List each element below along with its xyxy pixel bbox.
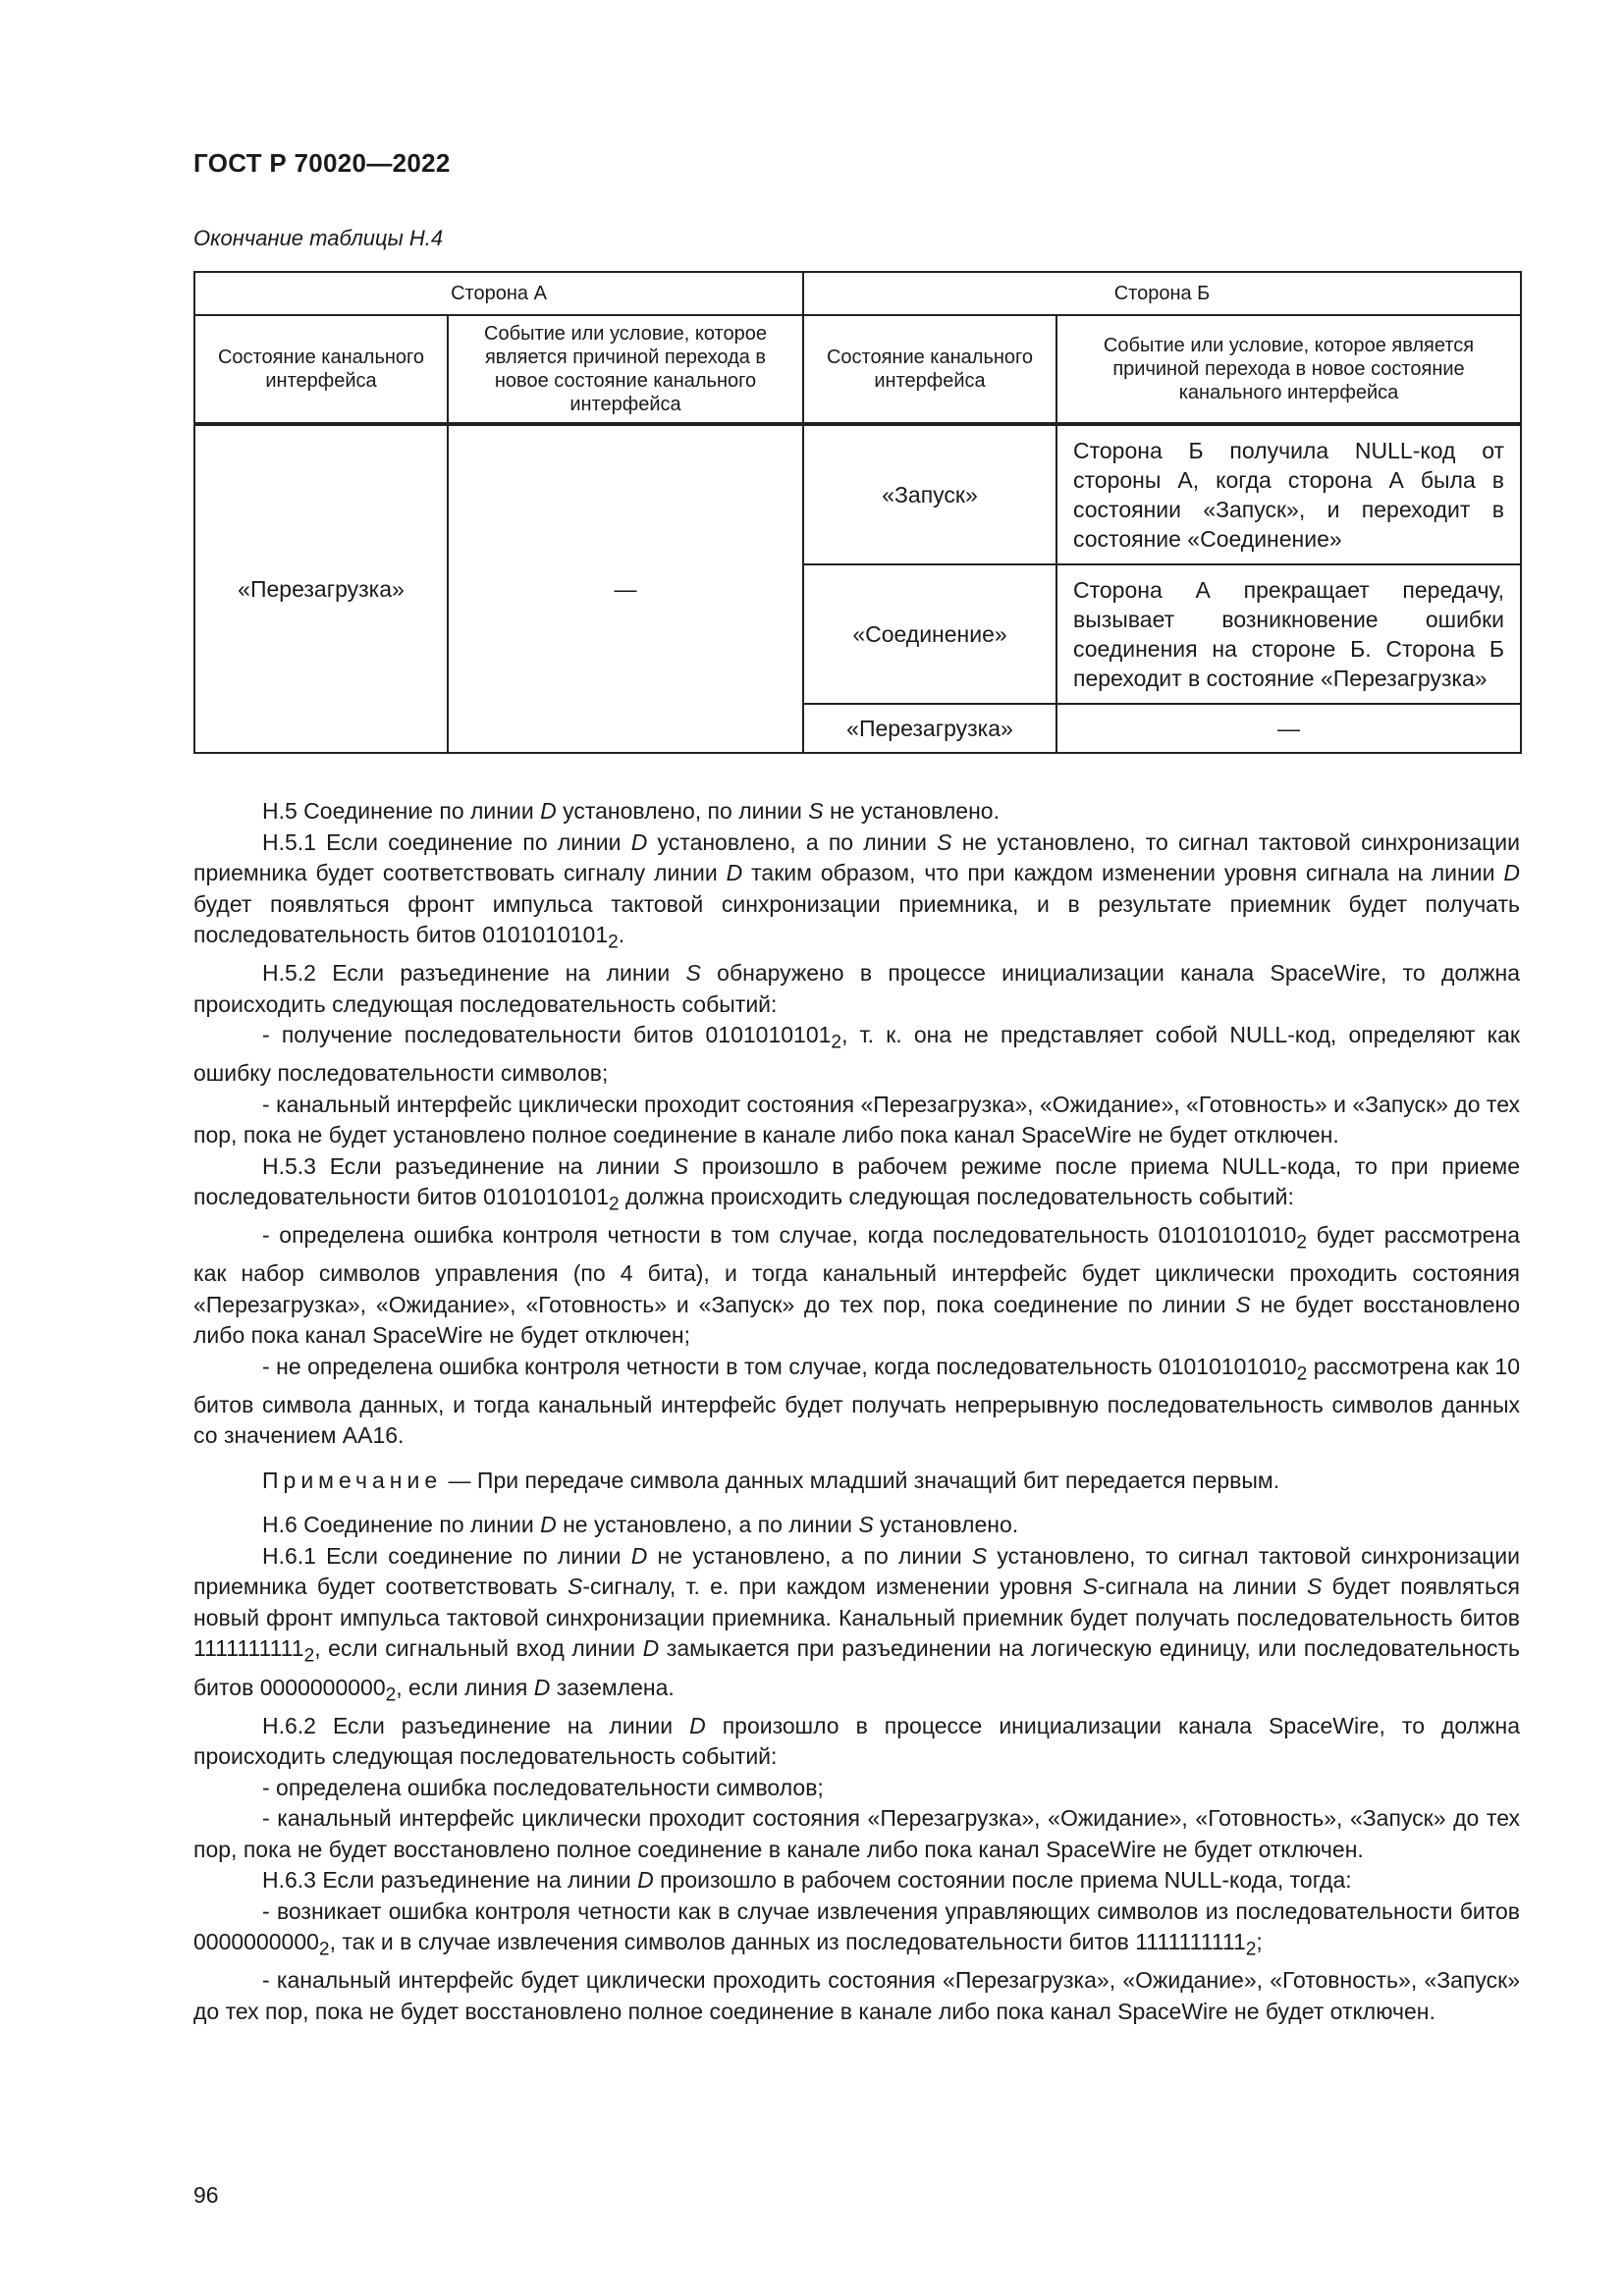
b-event-cell: Сторона Б получила NULL-код от стороны А, когда сторона А была в состоянии «Запуск», и переходит в состояние «Соединение» [1056, 424, 1521, 564]
list-item: - возникает ошибка контроля четности как в случае извлечения управляющих символов из последовательности битов $0000000000_2$, так и в случае извлечения символов данных из последовательности битов $1111111111_2$; [193, 1897, 1520, 1960]
paragraph: Н.6.3 Если разъединение на линии D произошло в рабочем состоянии после приема NULL-кода, тогда: [262, 1867, 1352, 1894]
body-text [193, 796, 1520, 2027]
b-event-cell: — [1056, 704, 1521, 753]
paragraph: Н.5.1 Если соединение по линии D установлено, а по линии S не установлено, то сигнал тактовой синхронизации приемника будет соответствовать сигналу линии D таким образом, что при каждом изменении уровня сигнала на линии D будет появляться фронт импульса тактовой синхронизации приемника, и в результате приемник будет получать последовательность битов $0101010101_2$. [193, 828, 1520, 953]
state-transition-table [193, 271, 1522, 754]
page-number: 96 [193, 2182, 219, 2208]
note: Примечание — При передаче символа данных младший значащий бит передается первым. [262, 1467, 1280, 1493]
list-item: - канальный интерфейс циклически проходит состояния «Перезагрузка», «Ожидание», «Готовность» и «Запуск» до тех пор, пока не будет установлено полное соединение в канале либо пока канал SpaceWire не будет отключен. [193, 1091, 1520, 1148]
paragraph: Н.6.2 Если разъединение на линии D произошло в процессе инициализации канала SpaceWire, то должна происходить следующая последовательность событий: [193, 1712, 1520, 1770]
b-event-cell: Сторона А прекращает передачу, вызывает возникновение ошибки соединения на стороне Б. Сторона Б переходит в состояние «Перезагрузка» [1056, 564, 1521, 704]
a-event-cell: — [448, 424, 803, 753]
side-a-header: Сторона А [194, 272, 803, 315]
document-id: ГОСТ Р 70020—2022 [193, 148, 451, 178]
table-caption: Окончание таблицы Н.4 [193, 226, 444, 250]
list-item: - получение последовательности битов $0101010101_2$, т. к. она не представляет собой NULL-код, определяют как ошибку последовательности символов; [193, 1022, 1520, 1087]
paragraph: Н.5.2 Если разъединение на линии S обнаружено в процессе инициализации канала SpaceWire, то должна происходить следующая последовательность событий: [193, 960, 1521, 1017]
col-state-a: Состояние канального интерфейса [194, 315, 448, 424]
col-event-a: Событие или условие, которое является причиной перехода в новое состояние канального интерфейса [448, 315, 803, 424]
list-item: - определена ошибка последовательности символов; [262, 1774, 824, 1800]
paragraph: Н.6 Соединение по линии D не установлено, а по линии S установлено. [262, 1512, 1019, 1538]
col-state-b: Состояние канального интерфейса [803, 315, 1056, 424]
list-item: - определена ошибка контроля четности в том случае, когда последовательность $01010101010_2$ будет рассмотрена как набор символов управления (по 4 бита), и тогда канальный интерфейс будет циклически проходить состояния «Перезагрузка», «Ожидание», «Готовность» и «Запуск» до тех пор, пока соединение по линии S не будет восстановлено либо пока канал SpaceWire не будет отключен; [193, 1222, 1520, 1349]
a-state-cell: «Перезагрузка» [194, 424, 448, 753]
list-item: - канальный интерфейс циклически проходит состояния «Перезагрузка», «Ожидание», «Готовность», «Запуск» до тех пор, пока не будет восстановлено полное соединение в канале либо пока канал SpaceWire не будет отключен. [193, 1805, 1520, 1862]
paragraph: Н.5 Соединение по линии D установлено, по линии S не установлено. [262, 798, 1000, 824]
list-item: - не определена ошибка контроля четности в том случае, когда последовательность $01010101010_2$ рассмотрена как 10 битов символа данных, и тогда канальный интерфейс будет получать непрерывную последовательность символов данных со значением АА16. [193, 1353, 1521, 1449]
paragraph: Н.5.3 Если разъединение на линии S произошло в рабочем режиме после приема NULL-кода, то при приеме последовательности битов $0101010101_2$ должна происходить следующая последовательность событий: [193, 1152, 1520, 1215]
paragraph: Н.6.1 Если соединение по линии D не установлено, а по линии S установлено, то сигнал тактовой синхронизации приемника будет соответствовать S-сигналу, т. е. при каждом изменении уровня S-сигнала на линии S будет появляться новый фронт импульса тактовой синхронизации приемника. Канальный приемник будет получать последовательность битов $1111111111_2$, если сигнальный вход линии D замыкается при разъединении на логическую единицу, или последовательность битов $0000000000_2$, если линия D заземлена. [193, 1542, 1521, 1706]
b-state-cell: «Соединение» [803, 564, 1056, 704]
list-item: - канальный интерфейс будет циклически проходить состояния «Перезагрузка», «Ожидание», «Готовность», «Запуск» до тех пор, пока не будет восстановлено полное соединение в канале либо пока канал SpaceWire не будет отключен. [193, 1967, 1520, 2024]
side-b-header: Сторона Б [803, 272, 1521, 315]
b-state-cell: «Перезагрузка» [803, 704, 1056, 753]
col-event-b: Событие или условие, которое является причиной перехода в новое состояние канального интерфейса [1056, 315, 1521, 424]
b-state-cell: «Запуск» [803, 424, 1056, 564]
